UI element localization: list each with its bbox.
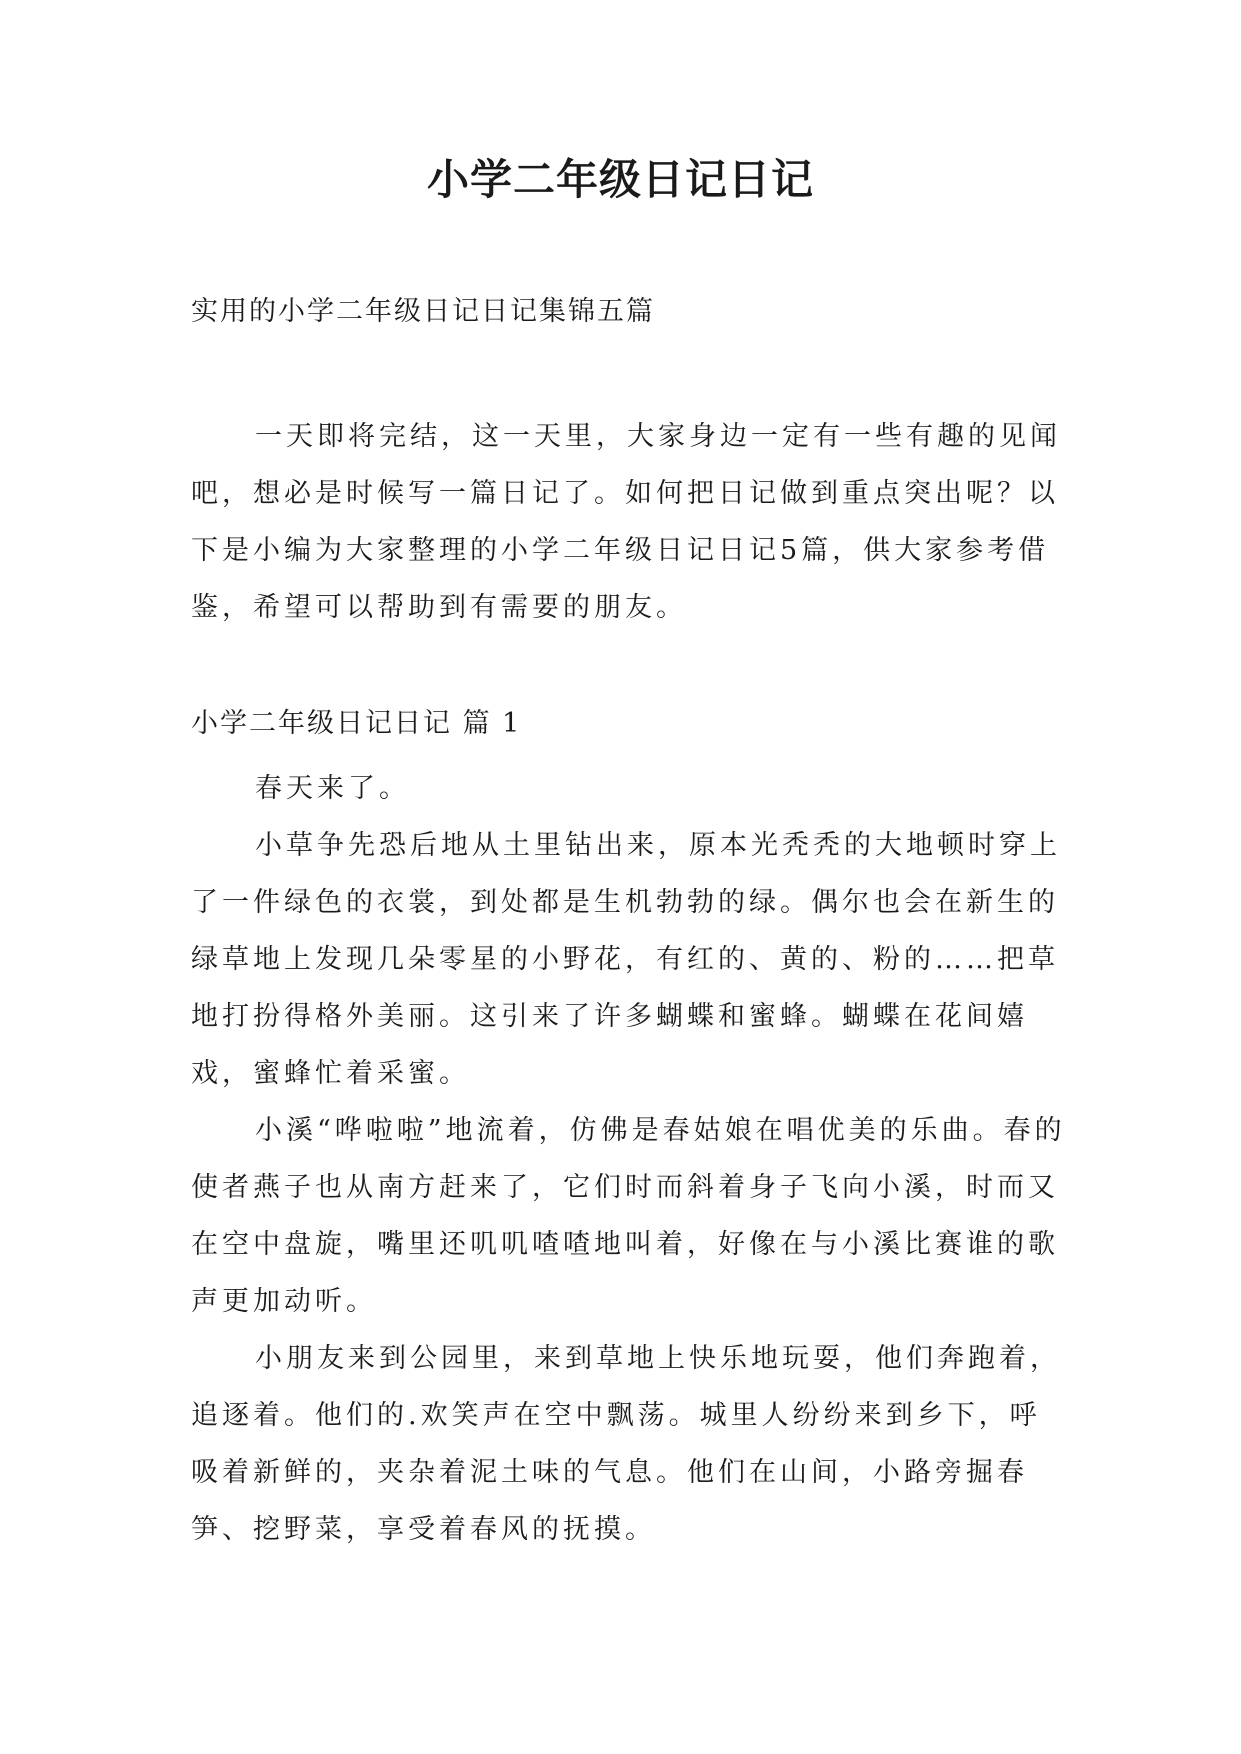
document-subtitle: 实用的小学二年级日记日记集锦五篇 bbox=[191, 296, 655, 327]
body-paragraph: 小草争先恐后地从土里钻出来，原本光秃秃的大地顿时穿上了一件绿色的衣裳，到处都是生机勃勃的绿。偶尔也会在新生的绿草地上发现几朵零星的小野花，有红的、黄的、粉的……把草地打扮得格外美丽。这引来了许多蝴蝶和蜜蜂。蝴蝶在花间嬉戏，蜜蜂忙着采蜜。 bbox=[191, 830, 1061, 1089]
body-paragraph: 小朋友来到公园里，来到草地上快乐地玩耍，他们奔跑着，追逐着。他们的.欢笑声在空中飘荡。城里人纷纷来到乡下，呼吸着新鲜的，夹杂着泥土味的气息。他们在山间，小路旁掘春笋、挖野菜，享受着春风的抚摸。 bbox=[191, 1343, 1061, 1545]
section-heading: 小学二年级日记日记 篇 1 bbox=[191, 708, 522, 739]
article-body bbox=[191, 760, 1071, 1558]
intro-paragraph: 一天即将完结，这一天里，大家身边一定有一些有趣的见闻吧，想必是时候写一篇日记了。如何把日记做到重点突出呢？以下是小编为大家整理的小学二年级日记日记5篇，供大家参考借鉴，希望可以帮助到有需要的朋友。 bbox=[191, 421, 1061, 623]
document-title: 小学二年级日记日记 bbox=[426, 155, 814, 204]
body-paragraph: 春天来了。 bbox=[255, 773, 410, 804]
body-paragraph: 小溪“哗啦啦”地流着，仿佛是春姑娘在唱优美的乐曲。春的使者燕子也从南方赶来了，它们时而斜着身子飞向小溪，时而又在空中盘旋，嘴里还叽叽喳喳地叫着，好像在与小溪比赛谁的歌声更加动听。 bbox=[191, 1115, 1066, 1317]
